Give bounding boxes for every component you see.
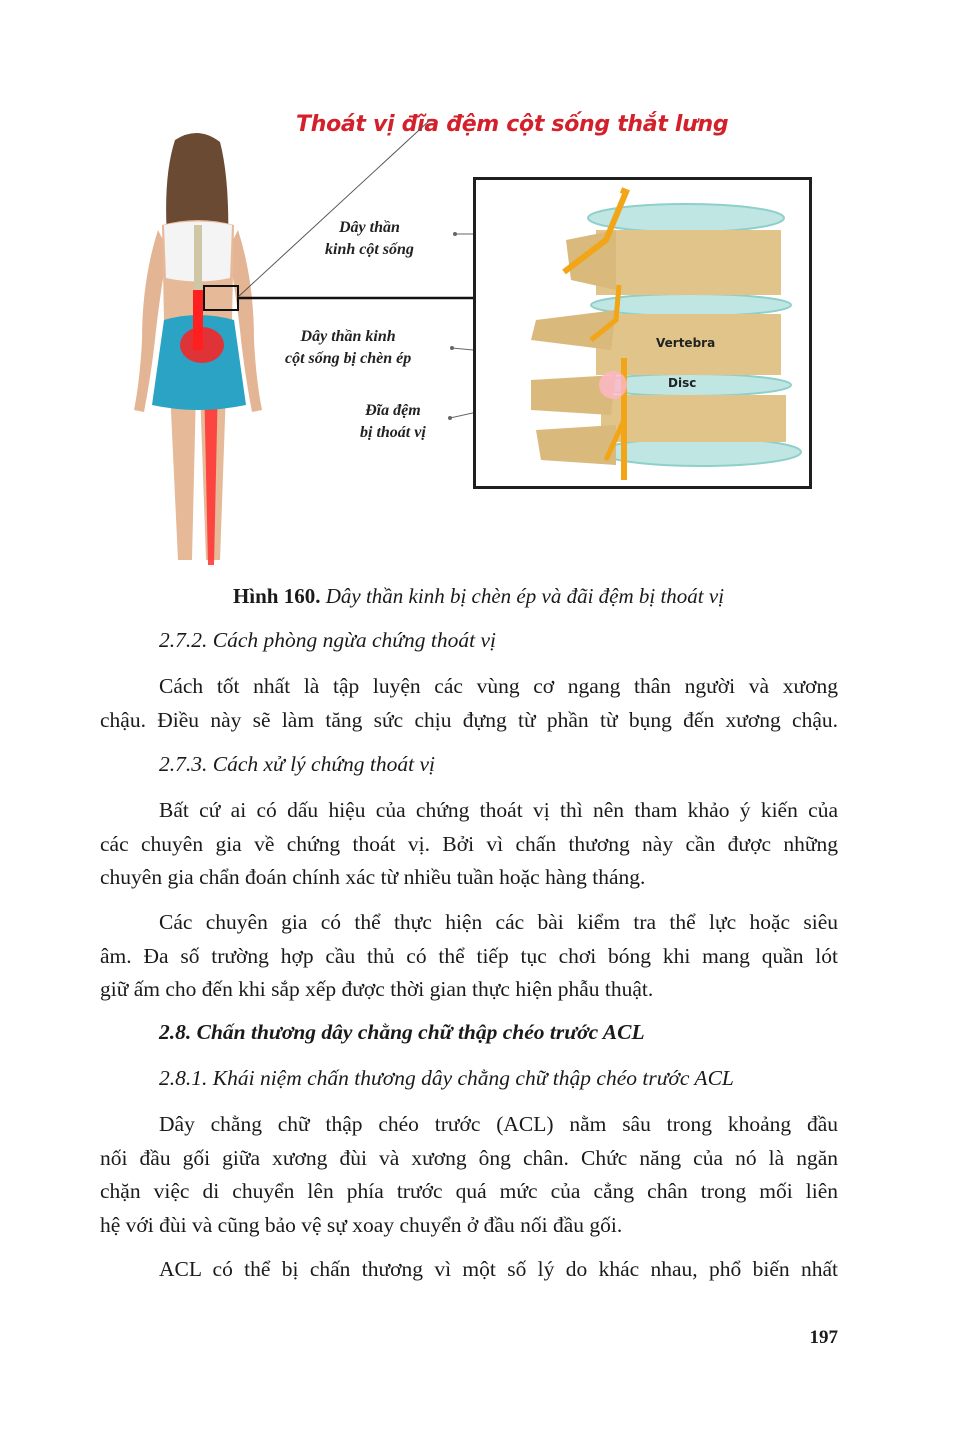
spine-inset	[473, 177, 812, 489]
spine-herniation-figure	[120, 100, 820, 565]
paragraph-prevention: Cách tốt nhất là tập luyện các vùng cơ ngang thân người và xương chậu. Điều này sẽ làm tăng sức chịu đựng từ phần từ bụng đến xương chậu.	[100, 674, 838, 732]
heading-2-7-2: 2.7.2. Cách phòng ngừa chứng thoát vị	[159, 628, 496, 652]
paragraph-acl-definition: Dây chằng chữ thập chéo trước (ACL) nằm sâu trong khoảng đầu nối đầu gối giữa xương đùi và xương ông chân. Chức năng của nó là ngăn chặn việc di chuyển lên phía trước quá mức của cẳng chân trong mối liên hệ với đùi và cũng bảo vệ sự xoay chuyển ở đầu nối đầu gối.	[100, 1112, 838, 1237]
caption-label: Hình 160.	[232, 584, 321, 608]
paragraph-specialists: Các chuyên gia có thể thực hiện các bài kiểm tra thể lực hoặc siêu âm. Đa số trường hợp cầu thủ có thể tiếp tục chơi bóng khi mang quần lót giữ ấm cho đến khi sắp xếp được thời gian thực hiện phẫu thuật.	[100, 910, 838, 1001]
vertebrae-illustration	[476, 180, 809, 486]
paragraph-acl-causes: ACL có thể bị chấn thương vì một số lý do khác nhau, phổ biến nhất	[159, 1257, 838, 1281]
caption-text: Dây thần kinh bị chèn ép và đãi đệm bị thoát vị	[320, 584, 725, 608]
heading-2-7-3: 2.7.3. Cách xử lý chứng thoát vị	[159, 752, 436, 776]
paragraph-treatment: Bất cứ ai có dấu hiệu của chứng thoát vị thì nên tham khảo ý kiến của các chuyên gia về chứng thoát vị. Bởi vì chấn thương này cần được những chuyên gia chẩn đoán chính xác từ nhiều tuần hoặc hàng tháng.	[100, 798, 838, 889]
vertebra-label: Vertebra	[656, 336, 716, 350]
callout-compressed-nerve: Dây thần kinh cột sống bị chèn ép	[285, 328, 412, 367]
disc-label: Disc	[668, 376, 697, 390]
page-number: 197	[809, 1327, 838, 1348]
heading-2-8: 2.8. Chấn thương dây chằng chữ thập chéo trước ACL	[159, 1020, 645, 1044]
heading-2-8-1: 2.8.1. Khái niệm chấn thương dây chằng chữ thập chéo trước ACL	[159, 1066, 734, 1090]
figure-title: Thoát vị đĩa đệm cột sống thắt lưng	[296, 112, 729, 137]
figure-caption	[0, 584, 957, 609]
callout-spinal-nerve: Dây thần kinh cột sống	[325, 219, 414, 258]
callout-herniated-disc: Đĩa đệm bị thoát vị	[360, 402, 426, 441]
